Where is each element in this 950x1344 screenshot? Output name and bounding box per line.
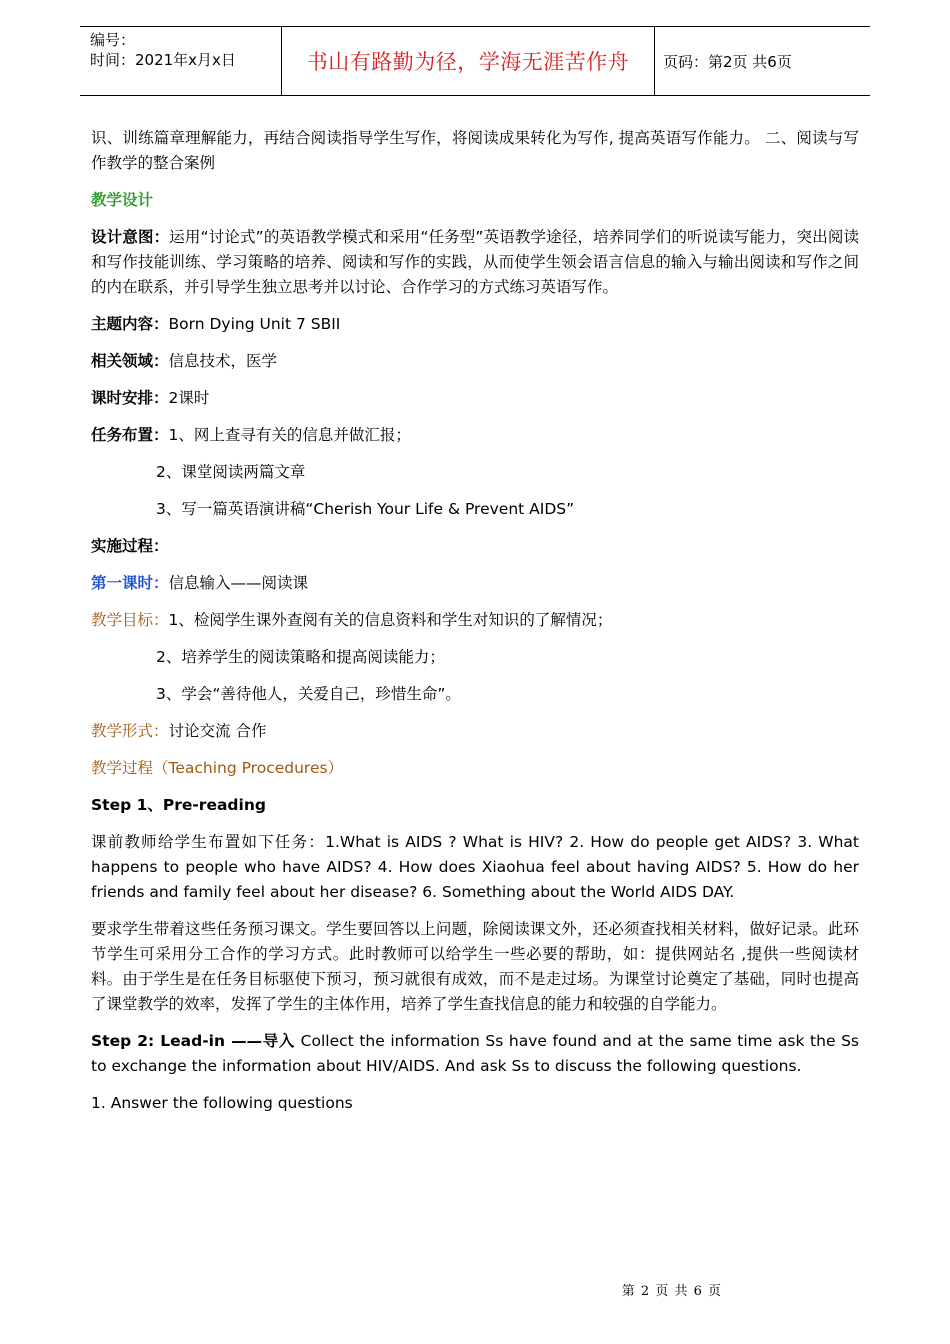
page-footer: 第 2 页 共 6 页 [621,1284,722,1299]
task-2: 2、课堂阅读两篇文章 [156,463,306,481]
header-left-cell [80,27,281,95]
intro-paragraph: 识、训练篇章理解能力，再结合阅读指导学生写作，将阅读成果转化为写作, 提高英语写作能力。 二、阅读与写作教学的整合案例 [91,129,859,172]
header-table [80,26,870,96]
step1-paragraph-2: 要求学生带着这些任务预习课文。学生要回答以上问题，除阅读课文外，还必须查找相关材料，做好记录。此环节学生可采用分工合作的学习方式。此时教师可以给学生一些必要的帮助，如：提供网站名 ,提供一些阅读材料。由于学生是在任务目标驱使下预习，预习就很有成效，而不是走过场。为课堂讨论奠定了基础，同时也提高了课堂教学的效率，发挥了学生的主体作用，培养了学生查找信息的能力和较强的自学能力。 [91,920,859,1013]
goal-1: 1、检阅学生课外查阅有关的信息资料和学生对知识的了解情况； [168,611,613,629]
lesson1-label: 第一课时： [91,574,169,592]
lesson1-line [91,571,859,596]
section-title: 教学设计 [91,191,154,209]
field-text: 信息技术，医学 [168,352,278,370]
goal-2: 2、培养学生的阅读策略和提高阅读能力； [156,648,445,666]
goal-3: 3、学会“善待他人，关爱自己，珍惜生命”。 [156,685,461,703]
date-label: 时间：2021年x月x日 [90,51,236,69]
field-label: 相关领域： [91,352,169,370]
hours-line [91,386,859,411]
goal-label: 教学目标： [91,611,169,629]
form-text: 讨论交流 合作 [168,722,267,740]
hours-label: 课时安排： [91,389,169,407]
topic-line [91,312,859,337]
answer-line: 1. Answer the following questions [91,1094,353,1112]
document-body [91,126,859,1128]
step1-title: Step 1、Pre-reading [91,796,266,814]
topic-text: Born Dying Unit 7 SBII [168,315,341,333]
process-label: 实施过程： [91,537,169,555]
page-label: 页码：第2页 共6页 [663,52,792,71]
tasks-line [91,423,859,448]
design-intent-paragraph [91,225,859,300]
step1-paragraph-1: 课前教师给学生布置如下任务：1.What is AIDS ? What is HIV? 2. How do people get AIDS? 3. What happens to people who have AIDS? 4. How does Xiaohua feel about having AIDS? 5. How do her friends and family feel about her disease? 6. Something about the World AIDS DAY. [91,833,859,901]
tasks-label: 任务布置： [91,426,169,444]
design-intent-label: 设计意图： [91,228,170,246]
field-line [91,349,859,374]
step2-label: Step 2: Lead-in ——导入 [91,1032,296,1050]
topic-label: 主题内容： [91,315,169,333]
lesson1-text: 信息输入——阅读课 [168,574,309,592]
task-1: 1、网上查寻有关的信息并做汇报； [168,426,411,444]
header-right-cell [655,27,870,95]
header-motto-cell [281,27,655,95]
goal-line [91,608,859,633]
task-3: 3、写一篇英语演讲稿“Cherish Your Life & Prevent AIDS” [156,500,575,518]
number-label: 编号： [90,31,136,49]
design-intent-text: 运用“讨论式”的英语教学模式和采用“任务型”英语教学途径，培养同学们的听说读写能力，突出阅读和写作技能训练、学习策略的培养、阅读和写作的实践，从而使学生领会语言信息的输入与输出阅读和写作之间的内在联系，并引导学生独立思考并以讨论、合作学习的方式练习英语写作。 [91,228,859,296]
form-label: 教学形式： [91,722,169,740]
hours-text: 2课时 [168,389,210,407]
form-line [91,719,859,744]
step2-text: Collect the information Ss have found and at the same time ask the Ss to exchange the information about HIV/AIDS. And ask Ss to discuss the following questions. [91,1032,859,1075]
step2-paragraph [91,1029,859,1079]
procedure-title: 教学过程（Teaching Procedures） [91,759,344,777]
motto-text: 书山有路勤为径，学海无涯苦作舟 [306,50,630,74]
